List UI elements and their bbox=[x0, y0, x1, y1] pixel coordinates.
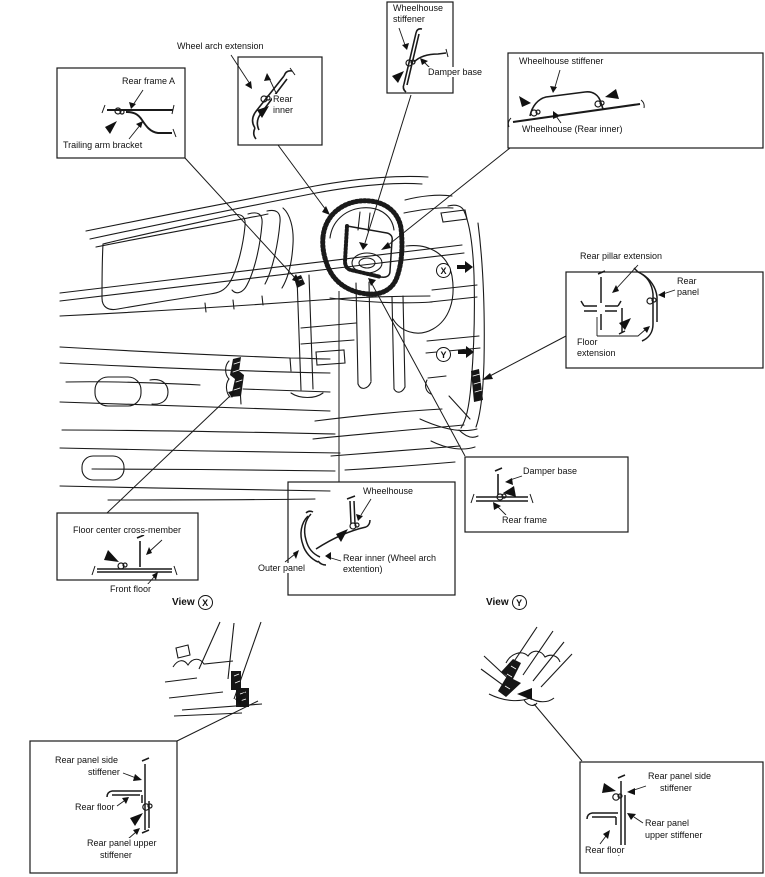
callout-box-floor-center-cross-member bbox=[57, 513, 198, 585]
label-wheelhouse-stiffener-right: Wheelhouse stiffener bbox=[519, 56, 604, 66]
label-rear-panel-side-stiffener-left-1: Rear panel side bbox=[55, 755, 119, 765]
label-rear-panel-side-stiffener-right-1: Rear panel side bbox=[648, 771, 712, 781]
label-rear-inner-wheel-arch-1: Rear inner (Wheel arch bbox=[343, 553, 437, 563]
label-rear-panel-upper-stiffener-right-2: upper stiffener bbox=[645, 830, 703, 840]
label-rear-floor-left: Rear floor bbox=[75, 802, 115, 812]
label-wheelhouse: Wheelhouse bbox=[363, 486, 414, 496]
label-rear-inner-wheel-arch-2: extention) bbox=[343, 564, 383, 574]
label-rear-panel-1: Rear bbox=[677, 276, 697, 286]
label-damper-base-top: Damper base bbox=[428, 67, 483, 77]
view-x-word: View bbox=[172, 596, 195, 608]
label-wheelhouse-stiffener-top-1: Wheelhouse bbox=[393, 3, 444, 13]
label-floor-extension-2: extension bbox=[577, 348, 616, 358]
label-rear-panel-side-stiffener-right-2: stiffener bbox=[660, 783, 692, 793]
label-rear-pillar-extension: Rear pillar extension bbox=[580, 251, 663, 261]
label-trailing-arm-bracket: Trailing arm bracket bbox=[63, 140, 143, 150]
view-y-direction-arrow bbox=[458, 346, 474, 358]
label-rear-floor-right: Rear floor bbox=[585, 845, 625, 855]
label-wheelhouse-stiffener-top-2: stiffener bbox=[393, 14, 425, 24]
label-rear-panel-upper-stiffener-left-2: stiffener bbox=[100, 850, 132, 860]
view-y-word: View bbox=[486, 596, 509, 608]
label-damper-base-mid: Damper base bbox=[523, 466, 578, 476]
view-x-direction-arrow bbox=[457, 261, 473, 273]
shock-tower bbox=[345, 212, 392, 277]
label-rear-panel-side-stiffener-left-2: stiffener bbox=[88, 767, 120, 777]
rear-corner-seam-patch bbox=[471, 369, 483, 402]
label-wheelhouse-rear-inner: Wheelhouse (Rear inner) bbox=[522, 124, 623, 134]
label-rear-frame: Rear frame bbox=[502, 515, 548, 525]
label-outer-panel: Outer panel bbox=[258, 563, 306, 573]
label-rear-frame-a: Rear frame A bbox=[122, 76, 176, 86]
label-floor-extension-1: Floor bbox=[577, 337, 598, 347]
view-x-circle: X bbox=[198, 595, 213, 610]
view-x-sketch bbox=[165, 622, 262, 716]
label-floor-center-cross-member: Floor center cross-member bbox=[73, 525, 182, 535]
label-rear-panel-upper-stiffener-right-1: Rear panel bbox=[645, 818, 690, 828]
label-rear-inner-2: inner bbox=[273, 105, 294, 115]
label-front-floor: Front floor bbox=[110, 584, 152, 594]
view-y-circle: Y bbox=[512, 595, 527, 610]
label-wheel-arch-extension: Wheel arch extension bbox=[177, 41, 264, 51]
view-y-sketch bbox=[481, 627, 572, 705]
car-body-illustration bbox=[60, 176, 484, 500]
label-rear-inner-1: Rear bbox=[273, 94, 293, 104]
label-rear-panel-2: panel bbox=[677, 287, 700, 297]
view-x-label bbox=[171, 595, 214, 610]
label-rear-panel-upper-stiffener-left-1: Rear panel upper bbox=[87, 838, 157, 848]
view-y-label bbox=[485, 595, 528, 610]
body-marker-x: X bbox=[436, 263, 451, 278]
body-marker-y: Y bbox=[436, 347, 451, 362]
